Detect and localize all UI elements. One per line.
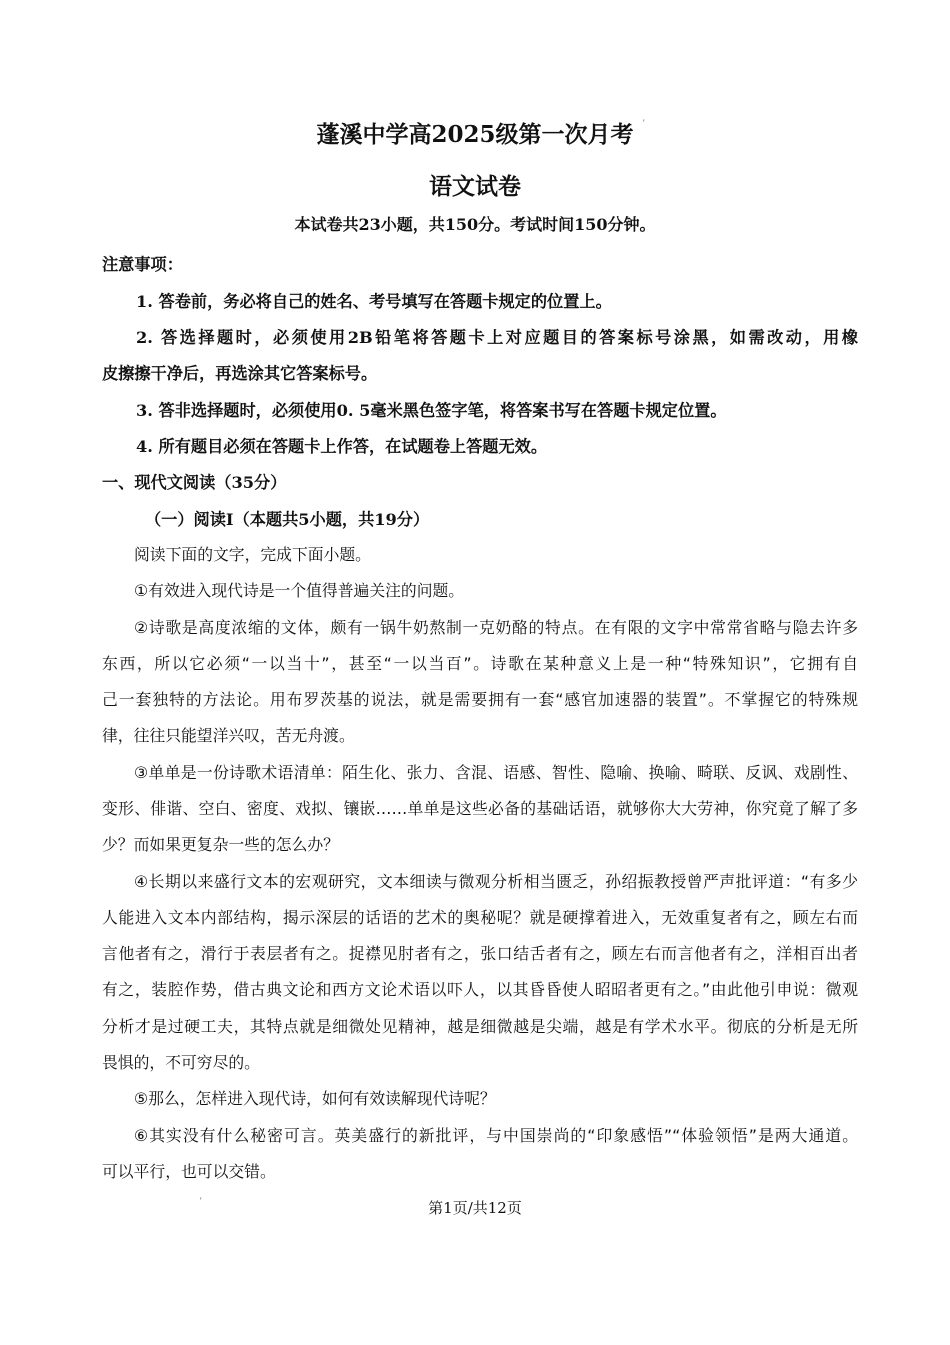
passage-paragraph-4-line-5: 分析才是过硬工夫，其特点就是细微处见精神，越是细微越是尖端，越是有学术水平。彻底的分析是无所	[102, 1017, 858, 1036]
exam-title: 蓬溪中学高2025级第一次月考	[316, 121, 634, 148]
notice-item-3: 3. 答非选择题时，必须使用0. 5毫米黑色签字笔，将答案书写在答题卡规定位置。	[136, 401, 727, 420]
notice-heading: 注意事项：	[102, 255, 183, 274]
passage-paragraph-1: ①有效进入现代诗是一个值得普遍关注的问题。	[134, 581, 465, 600]
passage-paragraph-2-line-2: 东西，所以它必须“一以当十”，甚至“一以当百”。诗歌在某种意义上是一种“特殊知识”，它拥有自	[102, 654, 858, 673]
passage-paragraph-3-line-2: 变形、俳谐、空白、密度、戏拟、镶嵌……单单是这些必备的基础话语，就够你大大劳神，你究竟了解了多	[102, 799, 858, 818]
scan-speck: '	[643, 118, 645, 128]
exam-subtitle: 语文试卷	[429, 173, 521, 200]
passage-paragraph-6-line-1: ⑥其实没有什么秘密可言。英美盛行的新批评，与中国崇尚的“印象感悟”“体验领悟”是两大通道。	[134, 1126, 858, 1145]
passage-paragraph-4-line-2: 人能进入文本内部结构，揭示深层的话语的艺术的奥秘呢？就是硬撑着进入，无效重复者有之，顾左右而	[102, 908, 858, 927]
notice-item-2: 2. 答选择题时，必须使用2B铅笔将答题卡上对应题目的答案标号涂黑，如需改动，用橡	[136, 328, 858, 347]
passage-paragraph-3-line-3: 少？而如果更复杂一些的怎么办？	[102, 835, 339, 854]
passage-paragraph-5: ⑤那么，怎样进入现代诗，如何有效读解现代诗呢？	[134, 1089, 496, 1108]
page-footer: 第1页/共12页	[428, 1199, 522, 1217]
section-heading: 一、现代文阅读（35分）	[102, 473, 287, 492]
passage-paragraph-4-line-3: 言他者有之，滑行于表层者有之。捉襟见肘者有之，张口结舌者有之，顾左右而言他者有之，洋相百出者	[102, 944, 858, 963]
notice-item-4: 4. 所有题目必须在答题卡上作答，在试题卷上答题无效。	[136, 437, 548, 456]
scan-speck: '	[200, 1196, 202, 1206]
passage-paragraph-6-line-2: 可以平行，也可以交错。	[102, 1162, 276, 1181]
passage-paragraph-2-line-4: 律，往往只能望洋兴叹，苦无舟渡。	[102, 726, 355, 745]
passage-paragraph-3-line-1: ③单单是一份诗歌术语清单：陌生化、张力、含混、语感、智性、隐喻、换喻、畸联、反讽、戏剧性、	[134, 763, 858, 782]
notice-item-1: 1. 答卷前，务必将自己的姓名、考号填写在答题卡规定的位置上。	[136, 292, 612, 311]
reading-instruction: 阅读下面的文字，完成下面小题。	[134, 545, 371, 564]
exam-info: 本试卷共23小题，共150分。考试时间150分钟。	[294, 215, 656, 234]
passage-paragraph-4-line-6: 畏惧的，不可穷尽的。	[102, 1053, 260, 1072]
notice-item-2-continued: 皮擦擦干净后，再选涂其它答案标号。	[102, 364, 378, 383]
passage-paragraph-4-line-1: ④长期以来盛行文本的宏观研究，文本细读与微观分析相当匮乏，孙绍振教授曾严声批评道：“有多少	[134, 872, 858, 891]
reading-sub-heading: （一）阅读I（本题共5小题，共19分）	[145, 510, 430, 529]
passage-paragraph-2-line-3: 己一套独特的方法论。用布罗茨基的说法，就是需要拥有一套“感官加速器的装置”。不掌握它的特殊规	[102, 690, 858, 709]
passage-paragraph-2-line-1: ②诗歌是高度浓缩的文体，颇有一锅牛奶熬制一克奶酪的特点。在有限的文字中常常省略与隐去许多	[134, 618, 858, 637]
passage-paragraph-4-line-4: 有之，装腔作势，借古典文论和西方文论术语以吓人，以其昏昏使人昭昭者更有之。”由此他引申说：微观	[102, 980, 858, 999]
